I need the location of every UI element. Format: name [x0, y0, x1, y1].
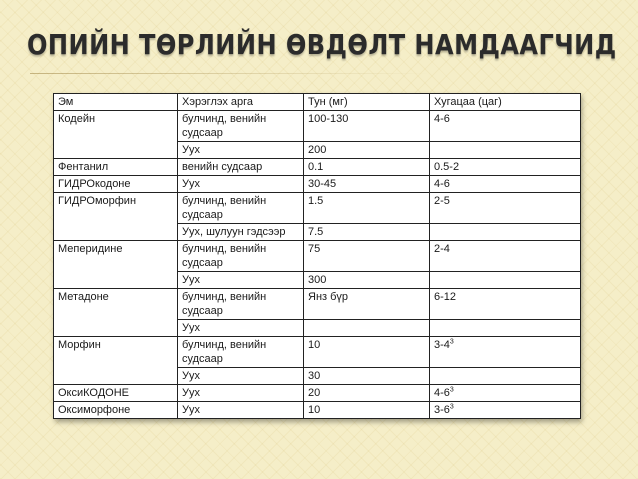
table-row — [54, 193, 581, 224]
route-cell: Уух — [178, 176, 304, 193]
duration-cell: 6-12 — [430, 289, 581, 320]
dose-cell: 30-45 — [304, 176, 430, 193]
duration-cell: 4-6 — [430, 176, 581, 193]
title-divider — [30, 73, 430, 74]
route-cell: Уух — [178, 142, 304, 159]
drug-cell: ГИДРОкодоне — [54, 176, 178, 193]
drug-cell: ГИДРОморфин — [54, 193, 178, 241]
drug-cell: Морфин — [54, 337, 178, 385]
dose-cell: 200 — [304, 142, 430, 159]
duration-cell — [430, 337, 581, 368]
route-cell: Уух — [178, 402, 304, 419]
route-cell: булчинд, венийн судсаар — [178, 111, 304, 142]
table-row — [54, 241, 581, 272]
route-cell: булчинд, венийн судсаар — [178, 193, 304, 224]
opioid-table — [53, 93, 581, 419]
table-row — [54, 385, 581, 402]
route-cell: булчинд, венийн судсаар — [178, 241, 304, 272]
footnote-marker: 3 — [449, 403, 454, 411]
opioid-table-container — [53, 93, 580, 419]
duration-cell: 2-5 — [430, 193, 581, 224]
footnote-marker: 3 — [449, 338, 454, 346]
dose-cell: 0.1 — [304, 159, 430, 176]
drug-cell: Метадоне — [54, 289, 178, 337]
table-row — [54, 111, 581, 142]
duration-cell: 2-4 — [430, 241, 581, 272]
duration-cell — [430, 224, 581, 241]
dose-cell: 300 — [304, 272, 430, 289]
duration-cell: 0.5-2 — [430, 159, 581, 176]
route-cell: венийн судсаар — [178, 159, 304, 176]
route-cell: булчинд, венийн судсаар — [178, 337, 304, 368]
table-row — [54, 337, 581, 368]
dose-cell: 75 — [304, 241, 430, 272]
table-row — [54, 402, 581, 419]
slide-title: ОПИЙН ТӨРЛИЙН ӨВДӨЛТ НАМДААГЧИД — [27, 28, 617, 61]
header-drug: Эм — [54, 94, 178, 111]
dose-cell: 20 — [304, 385, 430, 402]
duration-value: 3-4 — [434, 339, 450, 351]
duration-value: 4-6 — [434, 387, 450, 399]
dose-cell: 10 — [304, 337, 430, 368]
drug-cell: Кодейн — [54, 111, 178, 159]
drug-cell: ОксиКОДОНЕ — [54, 385, 178, 402]
dose-cell: 100-130 — [304, 111, 430, 142]
drug-cell: Меперидине — [54, 241, 178, 289]
route-cell: Уух — [178, 272, 304, 289]
duration-value: 3-6 — [434, 404, 450, 416]
dose-cell: Янз бүр — [304, 289, 430, 320]
duration-cell — [430, 402, 581, 419]
table-row — [54, 289, 581, 320]
duration-cell — [430, 385, 581, 402]
route-cell: Уух, шулуун гэдсээр — [178, 224, 304, 241]
dose-cell: 7.5 — [304, 224, 430, 241]
dose-cell — [304, 320, 430, 337]
route-cell: Уух — [178, 368, 304, 385]
header-dose: Тун (мг) — [304, 94, 430, 111]
dose-cell: 1.5 — [304, 193, 430, 224]
duration-cell — [430, 272, 581, 289]
table-row — [54, 159, 581, 176]
footnote-marker: 3 — [449, 386, 454, 394]
drug-cell: Оксиморфоне — [54, 402, 178, 419]
duration-cell — [430, 320, 581, 337]
header-duration: Хугацаа (цаг) — [430, 94, 581, 111]
duration-cell — [430, 368, 581, 385]
dose-cell: 10 — [304, 402, 430, 419]
drug-cell: Фентанил — [54, 159, 178, 176]
duration-cell — [430, 142, 581, 159]
route-cell: Уух — [178, 320, 304, 337]
table-header-row — [54, 94, 581, 111]
route-cell: Уух — [178, 385, 304, 402]
dose-cell: 30 — [304, 368, 430, 385]
header-route: Хэрэглэх арга — [178, 94, 304, 111]
duration-cell: 4-6 — [430, 111, 581, 142]
table-row — [54, 176, 581, 193]
route-cell: булчинд, венийн судсаар — [178, 289, 304, 320]
